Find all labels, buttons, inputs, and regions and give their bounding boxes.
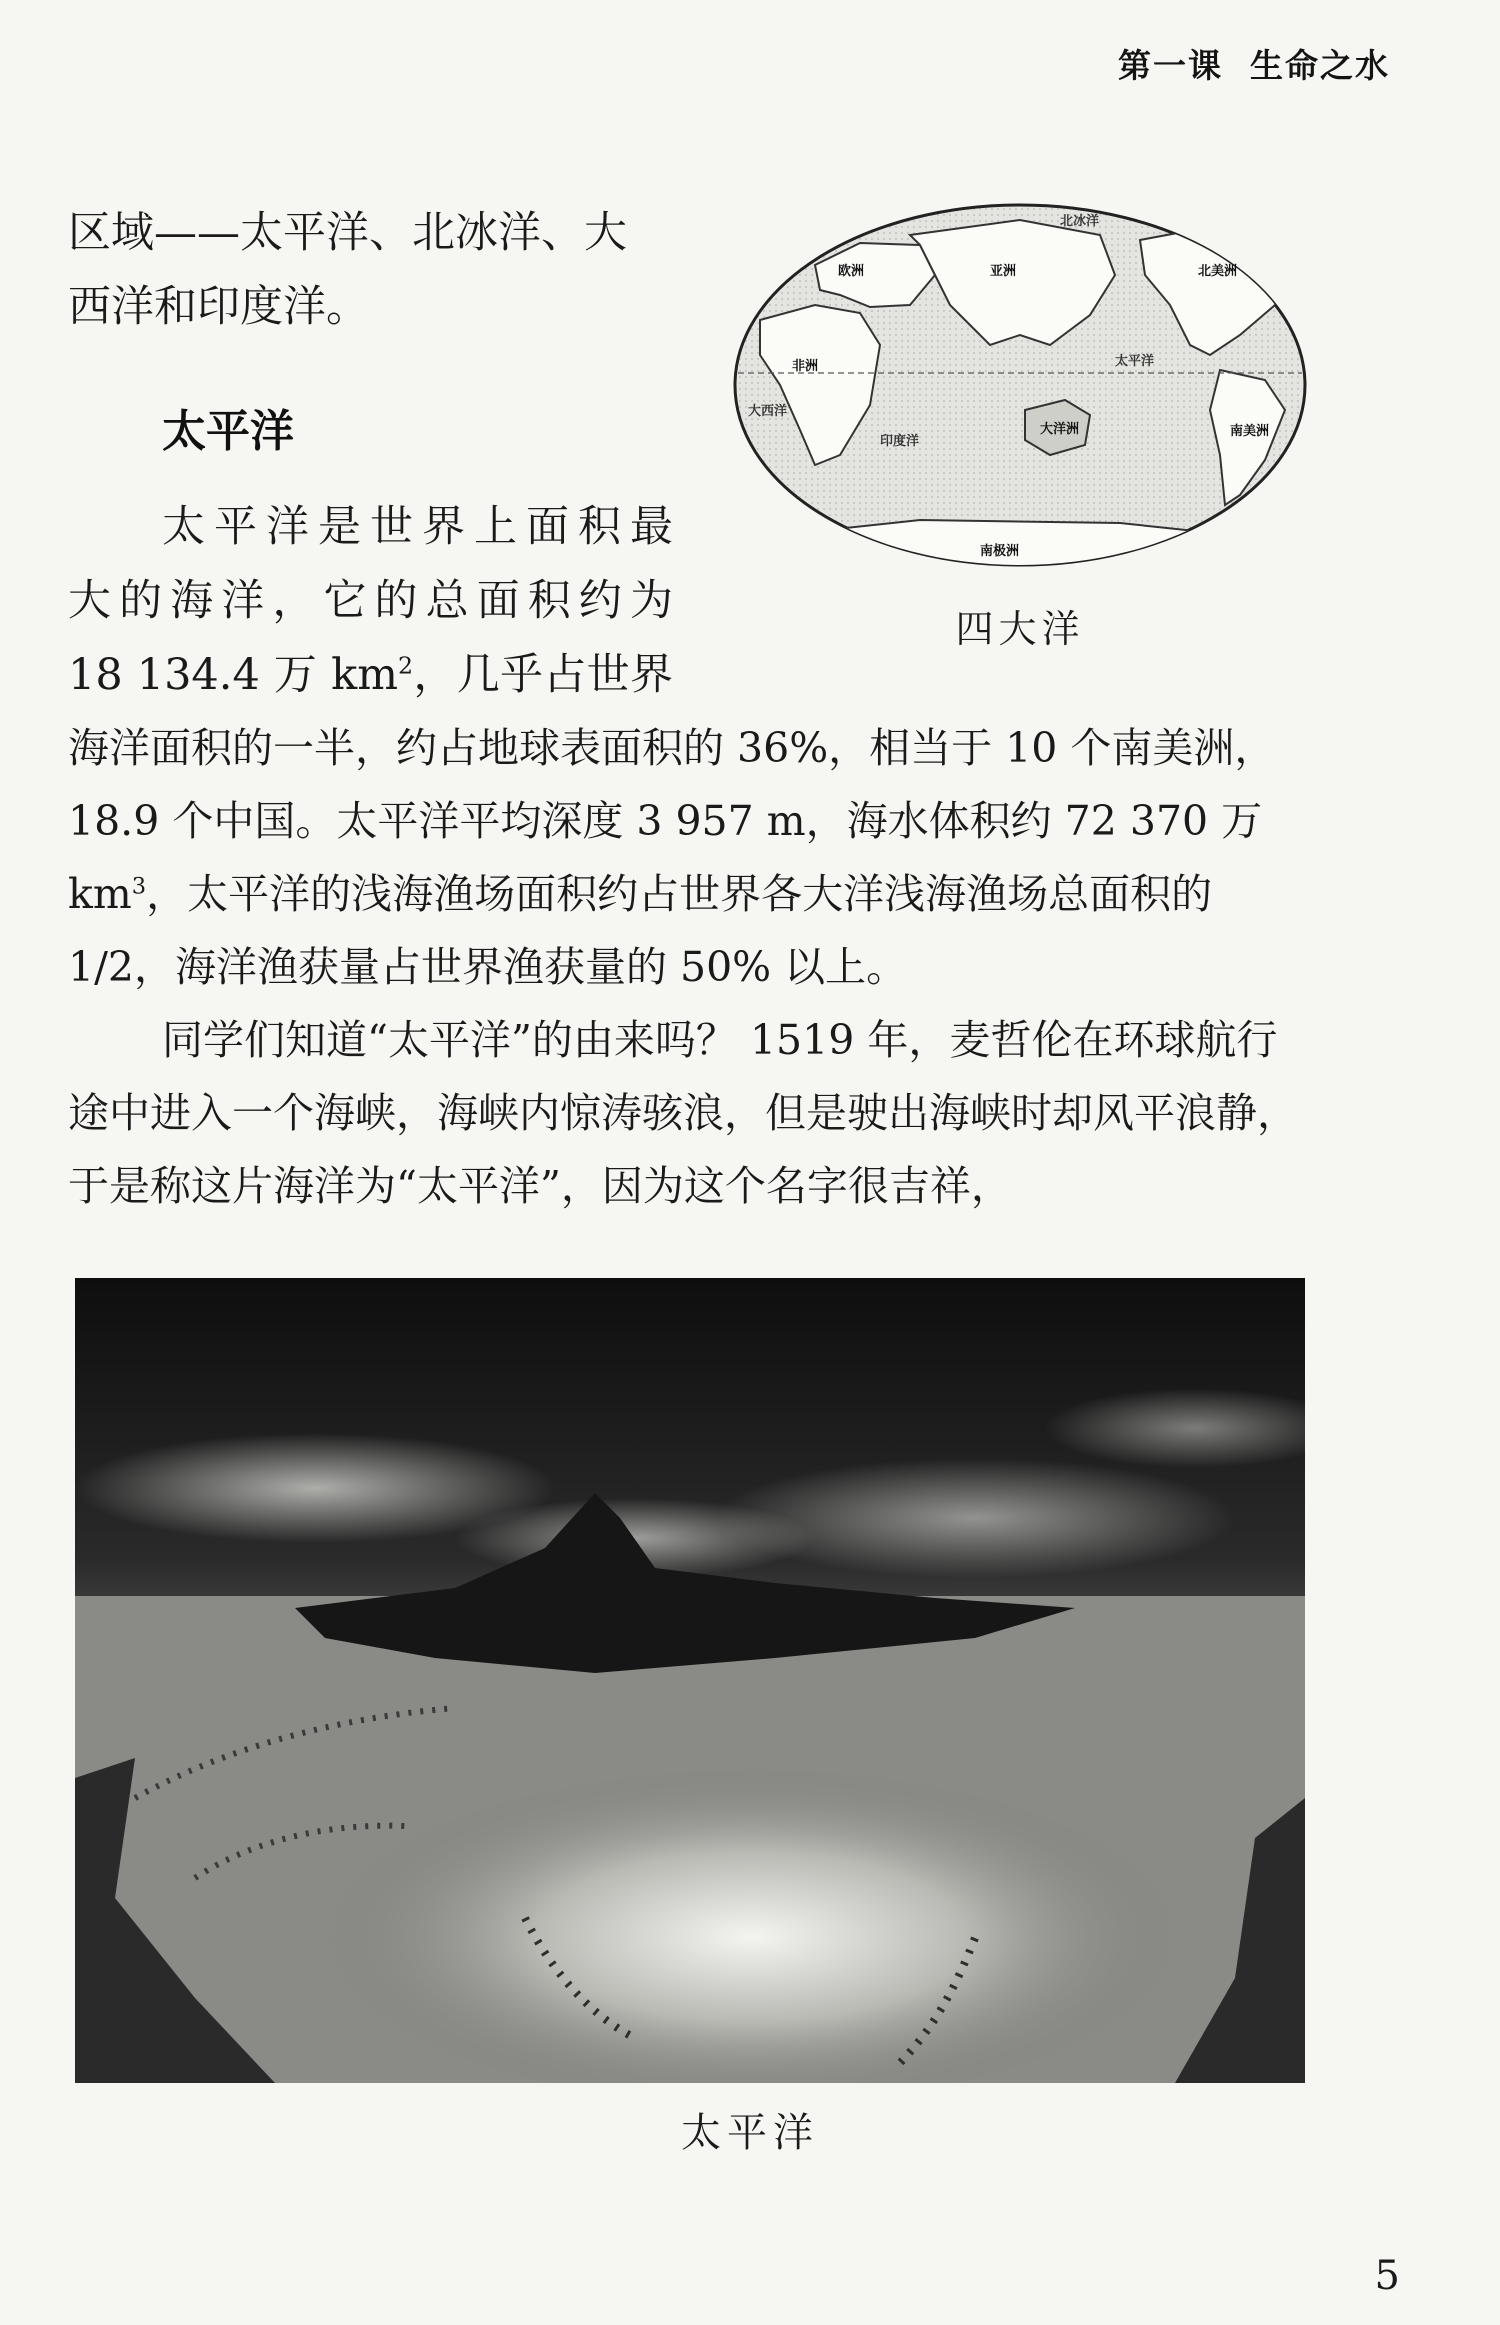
world-oceans-map xyxy=(720,195,1320,595)
running-header: 第一课 生命之水 xyxy=(1118,46,1390,85)
page-number: 5 xyxy=(1374,2253,1400,2299)
intro-line-1: 区域——太平洋、北冰洋、大 xyxy=(68,208,627,258)
volume-suffix: ，太平洋的浅海渔场面积约占世界各大洋浅海渔场总面积的 xyxy=(146,870,1213,918)
world-map-graphic xyxy=(720,195,1320,595)
label-antarctica: 南极洲 xyxy=(980,544,1020,559)
label-north-america: 北美洲 xyxy=(1198,264,1238,279)
area-prefix: 18 134.4 万 km xyxy=(68,650,398,700)
intro-line-2: 西洋和印度洋。 xyxy=(68,282,369,332)
map-caption: 四大洋 xyxy=(955,607,1085,651)
pacific-island-photo xyxy=(75,1278,1305,2083)
narrow-line-2: 大的海洋，它的总面积约为 xyxy=(68,576,673,626)
pacific-paragraph-narrow xyxy=(68,490,673,712)
label-africa: 非洲 xyxy=(792,359,819,374)
label-atlantic: 大西洋 xyxy=(748,404,788,419)
wide-line-1: 海洋面积的一半，约占地球表面积的 36%，相当于 10 个南美洲， xyxy=(68,724,1276,772)
pacific-photo-graphic xyxy=(75,1278,1305,2083)
pacific-paragraph-wide xyxy=(68,712,1308,1223)
volume-sup: 3 xyxy=(131,873,147,900)
narrow-line-3 xyxy=(68,638,673,712)
label-europe: 欧洲 xyxy=(838,264,865,279)
label-oceania: 大洋洲 xyxy=(1040,422,1080,437)
label-asia: 亚洲 xyxy=(990,264,1017,279)
label-south-america: 南美洲 xyxy=(1230,424,1270,439)
volume-prefix: km xyxy=(68,870,132,918)
intro-continuation xyxy=(68,196,668,344)
narrow-line-1: 太平洋是世界上面积最 xyxy=(162,502,673,552)
label-indian: 印度洋 xyxy=(880,434,920,449)
antarctica-shape xyxy=(720,520,1320,595)
wide-line-3 xyxy=(68,858,1308,931)
name-origin-paragraph: 同学们知道“太平洋”的由来吗？ 1519 年，麦哲伦在环球航行途中进入一个海峡，海峡内惊涛骇浪，但是驶出海峡时却风平浪静，于是称这片海洋为“太平洋”，因为这个名字很吉祥， xyxy=(68,1016,1298,1210)
label-arctic: 北冰洋 xyxy=(1060,214,1100,229)
area-sup: 2 xyxy=(397,651,414,680)
wide-line-2: 18.9 个中国。太平洋平均深度 3 957 m，海水体积约 72 370 万 xyxy=(68,797,1263,845)
area-suffix: ，几乎占世界 xyxy=(413,650,674,700)
wide-line-4: 1/2，海洋渔获量占世界渔获量的 50% 以上。 xyxy=(68,943,908,991)
photo-caption: 太平洋 xyxy=(681,2110,819,2156)
section-heading: 太平洋 xyxy=(162,406,294,457)
label-pacific: 太平洋 xyxy=(1115,354,1155,369)
